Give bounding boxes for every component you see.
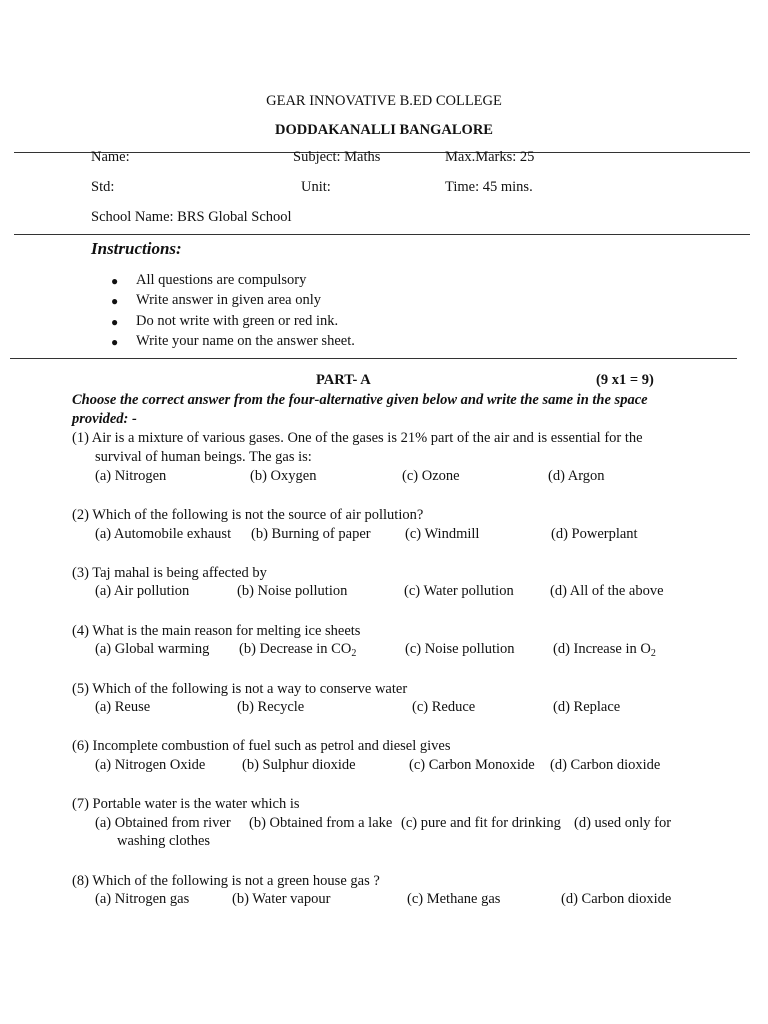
question-stem: (3) Taj mahal is being affected by [72, 565, 267, 581]
bullet-icon: ● [111, 335, 119, 349]
option-d: (d) Carbon dioxide [561, 891, 672, 907]
question-stem: (5) Which of the following is not a way to conserve water [72, 681, 408, 697]
option-a: (a) Global warming [95, 641, 210, 657]
instruction-item: Do not write with green or red ink. [136, 313, 339, 329]
option-d-text: (d) Increase in O [553, 641, 651, 657]
question-stem: (7) Portable water is the water which is [72, 796, 300, 812]
option-c: (c) Noise pollution [405, 641, 515, 657]
school-name-label: School Name: BRS Global School [91, 209, 292, 225]
option-d: (d) All of the above [550, 583, 664, 599]
option-b: (b) Oxygen [250, 468, 317, 484]
option-a: (a) Automobile exhaust [95, 526, 232, 542]
max-marks-label: Max.Marks: 25 [445, 149, 535, 165]
time-label: Time: 45 mins. [445, 179, 533, 195]
bullet-icon: ● [111, 294, 119, 308]
option-a: (a) Nitrogen gas [95, 891, 190, 907]
instruction-item: Write your name on the answer sheet. [136, 333, 355, 349]
option-d: (d) Carbon dioxide [550, 757, 661, 773]
subject-label: Subject: Maths [293, 149, 381, 165]
option-a: (a) Reuse [95, 699, 151, 715]
option-d: (d) used only for [574, 815, 672, 831]
part-a-marks: (9 x1 = 9) [596, 372, 654, 388]
question-stem: (6) Incomplete combustion of fuel such as petrol and diesel gives [72, 738, 451, 754]
part-a-direction: Choose the correct answer from the four-alternative given below and write the same in the space [72, 392, 648, 408]
option-d [553, 641, 656, 658]
instruction-item: Write answer in given area only [136, 292, 322, 308]
instructions-title: Instructions: [91, 239, 182, 258]
option-c: (c) Carbon Monoxide [409, 757, 535, 773]
option-c: (c) Windmill [405, 526, 480, 542]
part-a-direction-cont: provided: - [72, 411, 137, 427]
unit-field-label: Unit: [301, 179, 331, 195]
option-c: (c) pure and fit for drinking [401, 815, 561, 831]
option-a: (a) Nitrogen Oxide [95, 757, 206, 773]
option-a: (a) Nitrogen [95, 468, 167, 484]
option-d: (d) Argon [548, 468, 605, 484]
option-c: (c) Reduce [412, 699, 476, 715]
question-stem: (1) Air is a mixture of various gases. One of the gases is 21% part of the air and is essential for the [72, 430, 643, 446]
option-b: (b) Obtained from a lake [249, 815, 393, 831]
divider-instructions [10, 358, 737, 359]
option-b [239, 641, 356, 658]
option-b: (b) Burning of paper [251, 526, 371, 542]
option-b: (b) Recycle [237, 699, 305, 715]
std-field-label: Std: [91, 179, 115, 195]
question-stem: (4) What is the main reason for melting ice sheets [72, 623, 361, 639]
option-c: (c) Ozone [402, 468, 460, 484]
option-a: (a) Obtained from river [95, 815, 231, 831]
option-b: (b) Sulphur dioxide [242, 757, 356, 773]
question-stem: (8) Which of the following is not a green house gas ? [72, 873, 380, 889]
option-d: (d) Replace [553, 699, 621, 715]
option-c: (c) Water pollution [404, 583, 514, 599]
college-name: GEAR INNOVATIVE B.ED COLLEGE [266, 93, 502, 109]
college-location: DODDAKANALLI BANGALORE [275, 122, 493, 138]
option-d: (d) Powerplant [551, 526, 638, 542]
instruction-item: All questions are compulsory [136, 272, 307, 288]
option-c: (c) Methane gas [407, 891, 501, 907]
subscript-two: 2 [351, 648, 357, 659]
part-a-title: PART- A [316, 372, 371, 388]
option-b: (b) Noise pollution [237, 583, 348, 599]
option-a: (a) Air pollution [95, 583, 190, 599]
divider-info [14, 234, 750, 235]
subscript-two: 2 [650, 648, 656, 659]
question-stem-cont: survival of human beings. The gas is: [95, 449, 312, 465]
option-b: (b) Water vapour [232, 891, 331, 907]
bullet-icon: ● [111, 315, 119, 329]
bullet-icon: ● [111, 274, 119, 288]
option-b-text: (b) Decrease in CO [239, 641, 352, 657]
name-field-label: Name: [91, 149, 130, 165]
option-d-cont: washing clothes [117, 833, 211, 849]
question-stem: (2) Which of the following is not the source of air pollution? [72, 507, 424, 523]
